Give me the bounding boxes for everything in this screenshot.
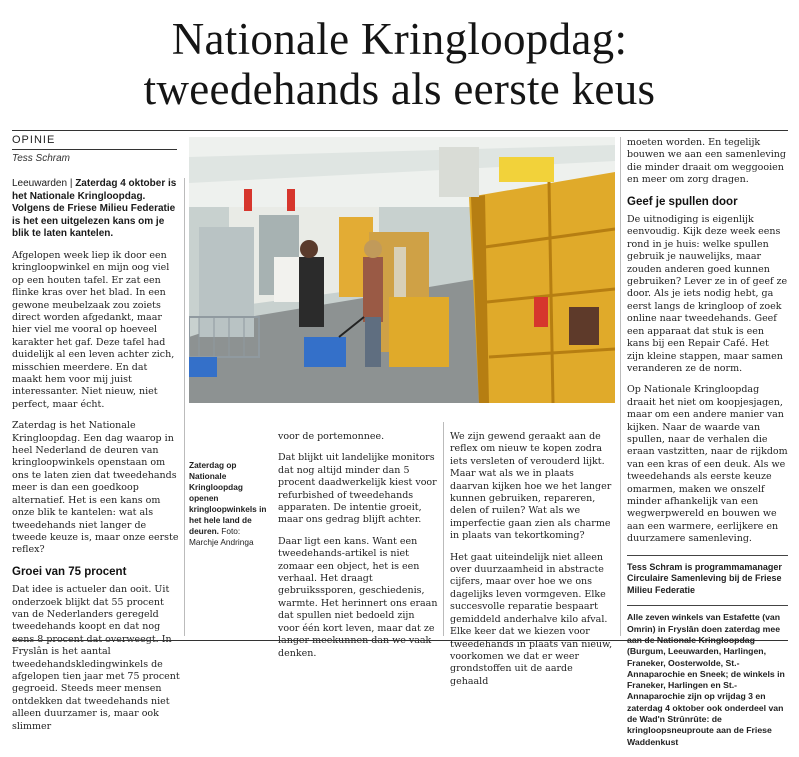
photo-caption xyxy=(189,460,269,548)
paragraph: Dat blijkt uit landelijke monitors dat nog altijd minder dan 5 procent daadwerkelijk kiest voor refurbished of tweedehands apparaten. De intentie groeit, maar ons gedrag blijft achter. xyxy=(278,452,437,526)
headline-line-1: Nationale Kringloopdag: xyxy=(171,14,628,64)
paragraph: De uitnodiging is eigenlijk eenvoudig. Kijk deze week eens rond in je huis: welke spullen gebruik je nauwelijks, maar zouden anderen goed kunnen gebruiken? Lever ze in of geef ze door. Als je iets nodig hebt, ga eerst langs de kringloop of zoek online naar tweedehands. Geef een apparaat dat stuk is een kans bij een Repair Café. Het zijn kleine stappen, maar samen veranderen ze de norm. xyxy=(627,214,788,374)
paragraph: Daar ligt een kans. Want een tweedehands-artikel is niet zomaar een object, het is een verhaal. Het draagt gebruikssporen, geschiedenis, warmte. Het herinnert ons eraan dat spullen niet bedoeld zijn voor één kort leven, maar dat ze langer meekunnen dan we vaak denken. xyxy=(278,535,438,659)
paragraph: voor de portemonnee. xyxy=(278,431,385,442)
paragraph: moeten worden. En tegelijk bouwen we aan een samenleving die minder draait om weggooien en meer om zorg dragen. xyxy=(627,137,786,186)
subheading: Geef je spullen door xyxy=(627,195,738,208)
author-byline: Tess Schram xyxy=(12,153,70,164)
bio-rule xyxy=(627,555,788,556)
top-rule xyxy=(12,130,788,131)
column-divider xyxy=(184,178,185,636)
lead-paragraph xyxy=(12,178,180,241)
paragraph: We zijn gewend geraakt aan de reflex om nieuw te kopen zodra iets versleten of verouderd lijkt. Maar wat als we in plaats daarvan kijken hoe we het langer kunnen gebruiken, repareren, delen of ruilen? Wat als we imperfectie gaan zien als charme in plaats van tekortkoming? xyxy=(450,431,612,542)
dateline: Leeuwarden | xyxy=(12,178,76,189)
column-2 xyxy=(278,431,438,669)
paragraph: Het gaat uiteindelijk niet alleen over duurzaamheid in abstracte cijfers, maar over hoe we ons dagelijks leven vormgeven. Elke succesvolle reparatie bespaart gemiddeld anderhalve kilo afval. Elke keer dat we kiezen voor tweedehands in plaats van nieuw, voorkomen we dat er weer grondstoffen uit de aarde gehaald xyxy=(450,551,613,687)
column-divider xyxy=(620,137,621,636)
paragraph: Op Nationale Kringloopdag draait het niet om koopjesjagen, maar om een andere manier van kijken. Naar de waarde van spullen, naar de verhalen die eraan vastzitten, naar de rijkdom van een kras of een deuk. Als we tweedehands als eerste keuze omarmen, maken we onszelf minder afhankelijk van een wegwerpwereld en bouwen we aan een warmere, eerlijkere en duurzamere samenleving. xyxy=(627,384,788,545)
lead-text: Zaterdag 4 oktober is het Nationale Kringloopdag. Volgens de Friese Milieu Federatie is het een uitgelezen kans om je blik te laten kantelen. xyxy=(12,178,177,240)
column-divider xyxy=(443,422,444,636)
column-1 xyxy=(12,178,180,742)
info-box: Alle zeven winkels van Estafette (van Omrin) in Fryslân doen zaterdag mee aan de Nationale Kringloopdag (Burgum, Leeuwarden, Harlingen, Franeker, Oosterwolde, St.-Annaparochie en Sneek; de winkels in Franeker, Harlingen en St.-Annaparochie zijn op vrijdag 3 en zaterdag 4 oktober ook onderdeel van de Wad'n Strûnrûte: de kringloopsneuproute aan de Friese Waddenkust xyxy=(627,612,785,747)
subheading: Groei van 75 procent xyxy=(12,565,127,578)
photo-credit: Foto: Marchje Andringa xyxy=(189,526,254,547)
store-photo-illustration xyxy=(189,137,615,403)
paragraph: Afgelopen week liep ik door een kringloopwinkel en mijn oog viel op een houten tafel. Er zat een flinke kras over het blad. In een gewone meubelzaak zou zoiets direct worden afgedankt, maar hier viel me vooral op hoeveel karakter het gaf. Deze tafel had duidelijk al een leven achter zich, misschien meerdere. En dat maakt hem voor mij juist interessanter. Niet nieuw, niet perfect, maar écht. xyxy=(12,249,175,410)
column-4 xyxy=(627,137,788,757)
column-3 xyxy=(450,431,614,697)
author-bio: Tess Schram is programmamanager Circulaire Samenleving bij de Friese Milieu Federatie xyxy=(627,561,782,595)
bottom-rule xyxy=(12,640,788,641)
headline-line-2: tweedehands als eerste keus xyxy=(143,64,656,114)
paragraph: Dat idee is actueler dan ooit. Uit onderzoek blijkt dat 55 procent van de Nederlanders geregeld tweedehands koopt en dat nog eens 8 procent dat overweegt. In Fryslân is het aantal tweedehandskledingwinkels de afgelopen tien jaar met 75 procent gegroeid. Steeds meer mensen ontdekken dat tweedehands niet alleen duurzamer is, maar ook slimmer xyxy=(12,584,180,732)
section-label: OPINIE xyxy=(12,134,56,146)
info-rule xyxy=(627,605,788,606)
caption-text: Zaterdag op Nationale Kringloopdag openen kringloopwinkels in het hele land de deuren. xyxy=(189,460,267,536)
store-photo xyxy=(189,137,615,403)
headline xyxy=(0,14,799,114)
paragraph: Zaterdag is het Nationale Kringloopdag. Een dag waarop in heel Nederland de deuren van kringloopwinkels openstaan om ons te laten zien dat tweedehands meer is dan een goedkoop alternatief. Het is een kans om onze blik te kantelen: wat als tweedehands niet langer de tweede keuze is, maar onze eerste reflex? xyxy=(12,420,179,556)
section-rule xyxy=(12,149,177,150)
